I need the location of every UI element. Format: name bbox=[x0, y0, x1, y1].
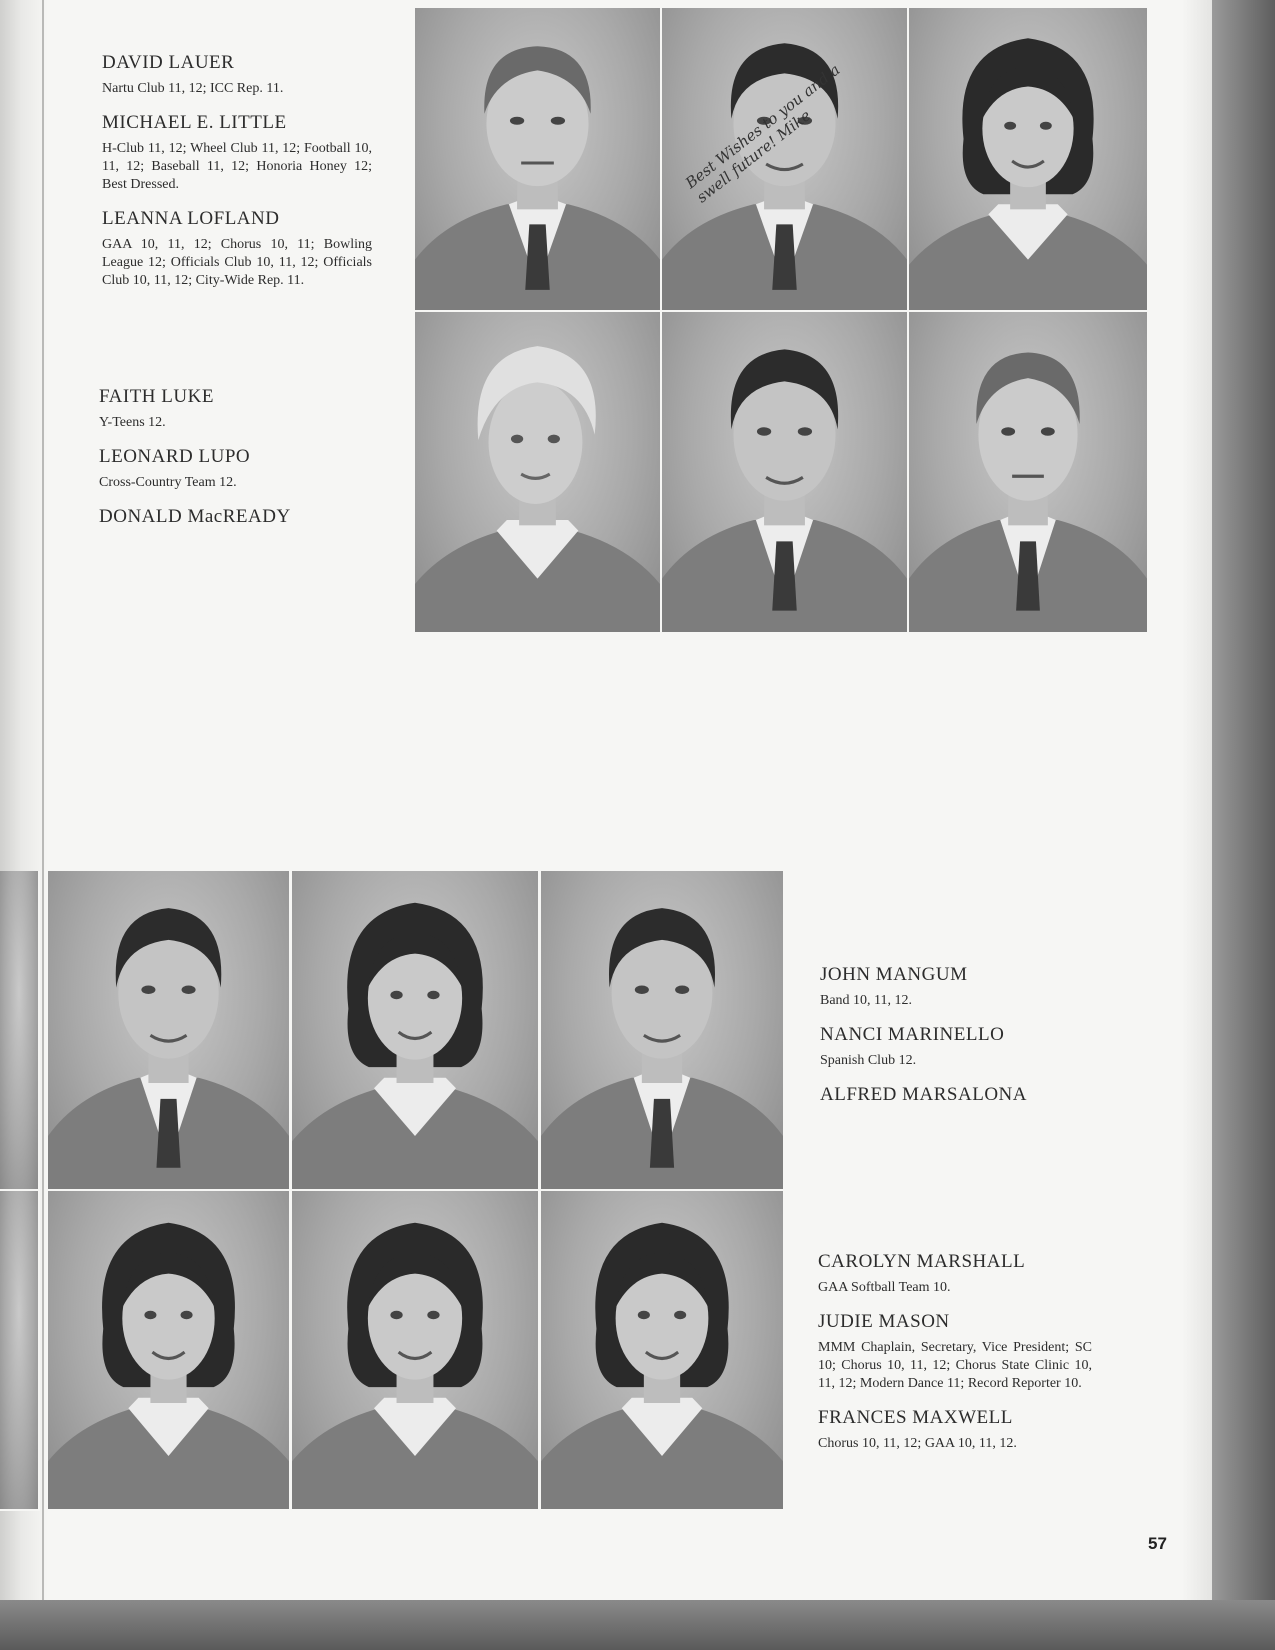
portrait-photo bbox=[541, 1191, 785, 1511]
student-activities: H-Club 11, 12; Wheel Club 11, 12; Football 10, 11, 12; Baseball 11, 12; Honoria Honey 12; Best Dressed. bbox=[102, 141, 372, 192]
student-name: LEANNA LOFLAND bbox=[102, 208, 280, 229]
caption-group-bottom-2 bbox=[818, 1251, 1092, 1467]
portrait-photo bbox=[48, 871, 291, 1191]
binding-line bbox=[42, 0, 44, 1600]
portrait-photo bbox=[292, 1191, 540, 1511]
portrait-photo bbox=[415, 8, 662, 312]
portrait-photo bbox=[909, 312, 1149, 634]
student-activities: GAA 10, 11, 12; Chorus 10, 11; Bowling League 12; Officials Club 10, 11, 12; Officials Club 10, 11, 12; City-Wide Rep. 11. bbox=[102, 237, 372, 288]
portrait-photo bbox=[662, 312, 909, 634]
student-activities: GAA Softball Team 10. bbox=[818, 1280, 951, 1295]
portrait-photo bbox=[909, 8, 1149, 312]
portrait-photo bbox=[541, 871, 785, 1191]
student-name: NANCI MARINELLO bbox=[820, 1024, 1005, 1045]
book-edge-shadow bbox=[1212, 0, 1275, 1650]
caption-group-top-1 bbox=[102, 52, 372, 304]
student-name: DAVID LAUER bbox=[102, 52, 235, 73]
portrait-photo-partial bbox=[0, 871, 40, 1191]
student-name: ALFRED MARSALONA bbox=[820, 1084, 1027, 1105]
page-number: 57 bbox=[1148, 1534, 1167, 1553]
caption-group-bottom-1 bbox=[820, 964, 1100, 1112]
student-name: JOHN MANGUM bbox=[820, 964, 968, 985]
student-name: CAROLYN MARSHALL bbox=[818, 1251, 1026, 1272]
student-activities: Spanish Club 12. bbox=[820, 1053, 917, 1068]
student-name: DONALD MacREADY bbox=[99, 506, 291, 527]
caption-group-top-2 bbox=[99, 386, 389, 534]
page-edge bbox=[1182, 0, 1212, 1600]
portrait-photo-partial bbox=[0, 1191, 40, 1511]
student-activities: Chorus 10, 11, 12; GAA 10, 11, 12. bbox=[818, 1436, 1017, 1451]
student-name: LEONARD LUPO bbox=[99, 446, 251, 467]
handwritten-signature: Best Wishes to you and a swell future! Mike bbox=[682, 60, 844, 207]
student-activities: Cross-Country Team 12. bbox=[99, 475, 237, 490]
student-name: FAITH LUKE bbox=[99, 386, 214, 407]
scan-bottom-shadow bbox=[0, 1600, 1275, 1650]
student-activities: Y-Teens 12. bbox=[99, 415, 166, 430]
portrait-photo bbox=[292, 871, 540, 1191]
student-name: FRANCES MAXWELL bbox=[818, 1407, 1013, 1428]
portrait-photo bbox=[662, 8, 909, 312]
portrait-photo bbox=[415, 312, 662, 634]
student-activities: Band 10, 11, 12. bbox=[820, 993, 913, 1008]
student-name: JUDIE MASON bbox=[818, 1311, 950, 1332]
student-activities: MMM Chaplain, Secretary, Vice President; SC 10; Chorus 10, 11, 12; Chorus State Clinic 10, 11, 12; Modern Dance 11; Record Reporter 10. bbox=[818, 1340, 1092, 1391]
portrait-photo bbox=[48, 1191, 291, 1511]
student-activities: Nartu Club 11, 12; ICC Rep. 11. bbox=[102, 81, 284, 96]
student-name: MICHAEL E. LITTLE bbox=[102, 112, 287, 133]
